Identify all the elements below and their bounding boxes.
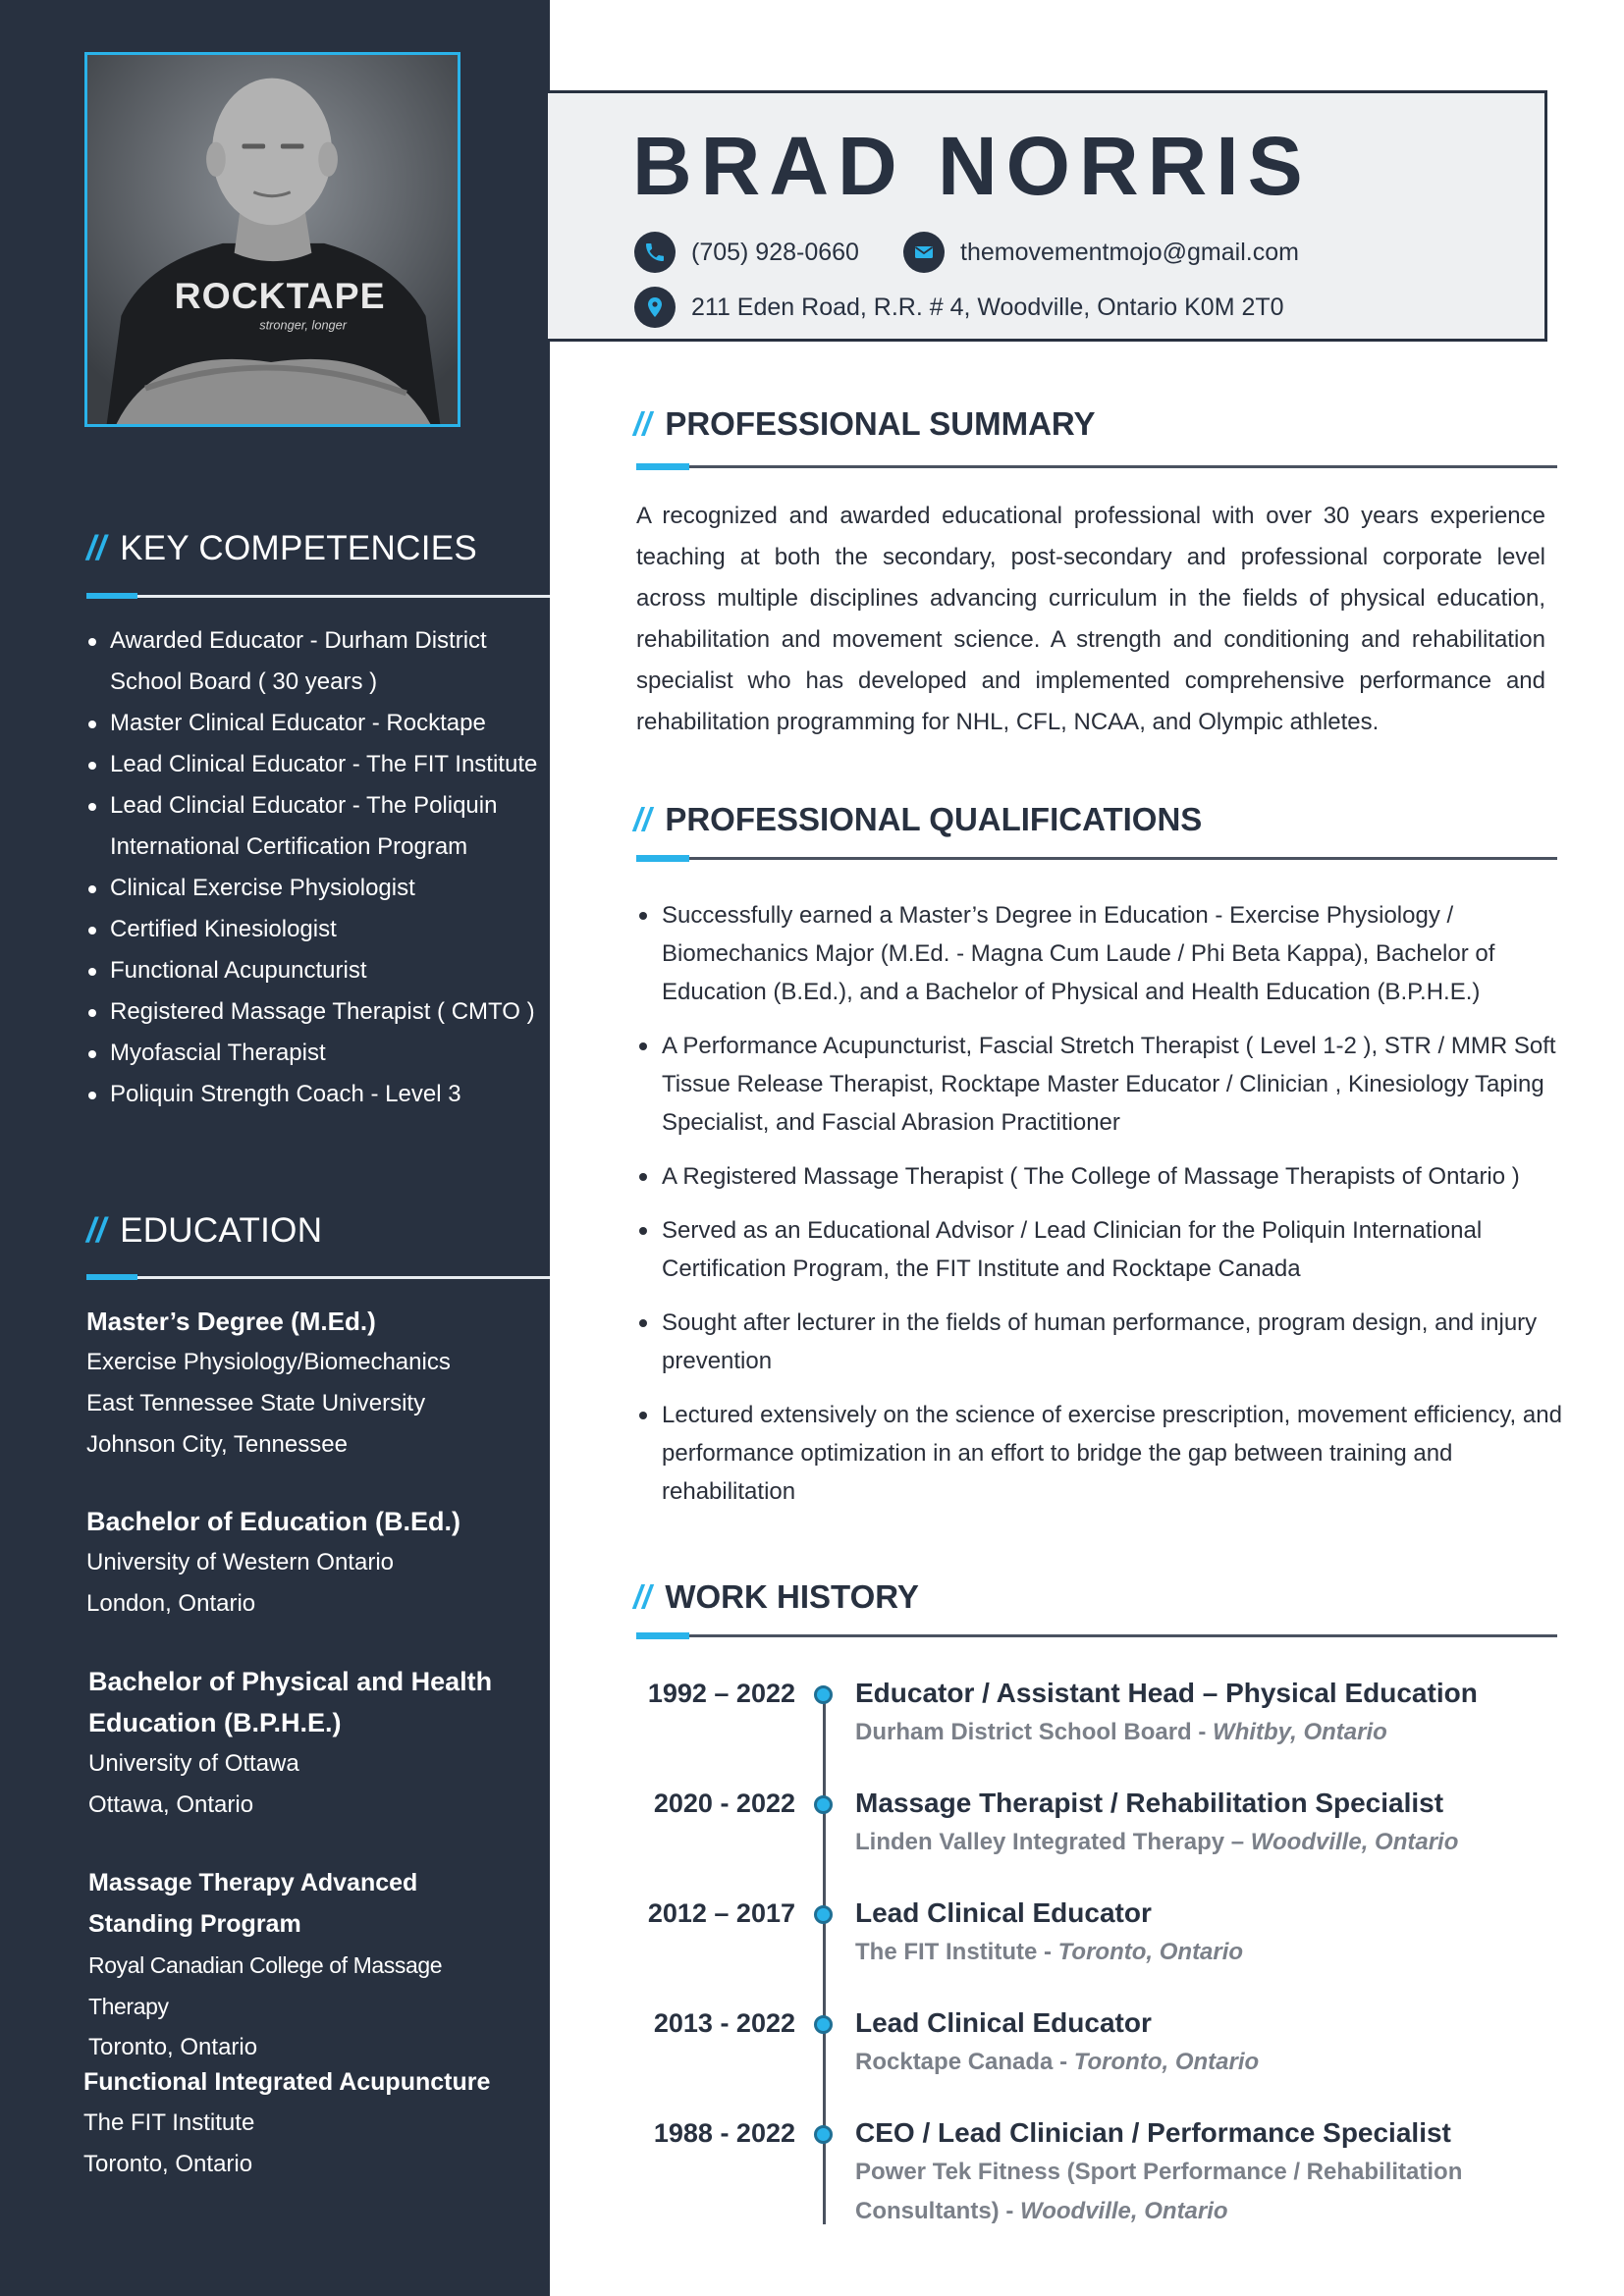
qualification-item: A Registered Massage Therapist ( The College of Massage Therapists of Ontario ) bbox=[636, 1157, 1567, 1196]
phone-icon bbox=[634, 232, 676, 273]
timeline-dot bbox=[814, 2015, 833, 2034]
competency-item: Lead Clinical Educator - The FIT Institute bbox=[86, 744, 538, 785]
summary-heading bbox=[633, 405, 1096, 443]
competencies-list bbox=[86, 620, 538, 1115]
work-org-name: Durham District School Board - bbox=[855, 1719, 1214, 1745]
competency-item: Clinical Exercise Physiologist bbox=[86, 868, 538, 909]
education-detail: East Tennessee State University bbox=[86, 1390, 426, 1416]
competencies-heading bbox=[86, 529, 477, 568]
work-details bbox=[855, 1674, 1562, 1752]
education-degree: Master’s Degree (M.Ed.) bbox=[86, 1307, 376, 1336]
competency-item: Functional Acupuncturist bbox=[86, 950, 538, 991]
work-title: Lead Clinical Educator bbox=[855, 1897, 1152, 1928]
competency-item: Awarded Educator - Durham District School Board ( 30 years ) bbox=[86, 620, 538, 703]
heading-slash: // bbox=[633, 1578, 652, 1615]
shirt-tagline-text: stronger, longer bbox=[259, 317, 348, 333]
summary-heading-text: PROFESSIONAL SUMMARY bbox=[665, 405, 1096, 442]
work-organization bbox=[855, 2043, 1562, 2082]
education-rule bbox=[86, 1276, 550, 1279]
qualifications-heading bbox=[633, 801, 1202, 838]
education-detail: Exercise Physiology/Biomechanics bbox=[86, 1349, 451, 1375]
summary-text: A recognized and awarded educational professional with over 30 years experience teaching at both the secondary, post-secondary and professional corporate level across multiple disciplines advancing curriculum in the fields of physical education, rehabilitation and movement science. A strength and conditioning and rehabilitation specialist who has developed and implemented comprehensive performance and rehabilitation programming for NHL, CFL, NCAA, and Olympic athletes. bbox=[636, 503, 1545, 735]
competency-item: Myofascial Therapist bbox=[86, 1033, 538, 1074]
timeline-dot bbox=[814, 1905, 833, 1924]
education-degree: Massage Therapy Advanced Standing Program bbox=[88, 1869, 418, 1938]
work-location: Whitby, Ontario bbox=[1213, 1719, 1387, 1745]
candidate-name: BRAD NORRIS bbox=[632, 120, 1312, 212]
work-org-name: Rocktape Canada - bbox=[855, 2049, 1074, 2075]
work-location: Woodville, Ontario bbox=[1250, 1829, 1459, 1855]
work-title: Educator / Assistant Head – Physical Education bbox=[855, 1678, 1478, 1708]
sidebar bbox=[0, 0, 550, 2296]
rule-accent bbox=[636, 463, 689, 470]
qualification-item: Lectured extensively on the science of exercise prescription, movement efficiency, and performance optimization in an effort to bridge the gap between training and rehabilitation bbox=[636, 1396, 1567, 1511]
phone-contact bbox=[634, 232, 859, 273]
education-detail: University of Ottawa bbox=[88, 1750, 299, 1777]
rule-accent bbox=[636, 855, 689, 862]
competencies-heading-text: KEY COMPETENCIES bbox=[120, 529, 478, 567]
education-entry bbox=[86, 1301, 538, 1466]
competencies-rule bbox=[86, 595, 550, 598]
qualifications-list bbox=[636, 896, 1567, 1526]
email-contact bbox=[903, 232, 1299, 273]
rule-accent bbox=[86, 1274, 137, 1280]
work-org-name: The FIT Institute - bbox=[855, 1939, 1058, 1965]
work-rule bbox=[636, 1634, 1557, 1637]
competency-item: Master Clinical Educator - Rocktape bbox=[86, 703, 538, 744]
education-detail: Toronto, Ontario bbox=[88, 2034, 258, 2060]
rule-accent bbox=[86, 593, 137, 599]
qualification-item: Served as an Educational Advisor / Lead Clinician for the Poliquin International Certification Program, the FIT Institute and Rocktape Canada bbox=[636, 1211, 1567, 1288]
education-detail: The FIT Institute bbox=[83, 2109, 255, 2136]
education-detail: Royal Canadian College of Massage Therapy bbox=[88, 1952, 443, 2019]
work-years: 2013 - 2022 bbox=[653, 2008, 795, 2038]
work-organization bbox=[855, 1823, 1562, 1862]
timeline-dot bbox=[814, 1795, 833, 1814]
education-heading-text: EDUCATION bbox=[120, 1211, 323, 1250]
education-entry bbox=[86, 1501, 538, 1625]
competency-item: Poliquin Strength Coach - Level 3 bbox=[86, 1074, 538, 1115]
competency-item: Certified Kinesiologist bbox=[86, 909, 538, 950]
education-degree: Functional Integrated Acupuncture bbox=[83, 2068, 491, 2096]
work-years: 2020 - 2022 bbox=[653, 1789, 795, 1818]
education-detail: Johnson City, Tennessee bbox=[86, 1431, 348, 1458]
competency-item: Registered Massage Therapist ( CMTO ) bbox=[86, 991, 538, 1033]
work-years: 2012 – 2017 bbox=[647, 1898, 795, 1928]
summary-rule bbox=[636, 465, 1557, 468]
work-details bbox=[855, 2003, 1562, 2082]
competency-item: Lead Clincial Educator - The Poliquin International Certification Program bbox=[86, 785, 538, 868]
qualification-item: Sought after lecturer in the fields of human performance, program design, and injury prevention bbox=[636, 1304, 1567, 1380]
qualification-item: A Performance Acupuncturist, Fascial Stretch Therapist ( Level 1-2 ), STR / MMR Soft Tissue Release Therapist, Rocktape Master Educator / Clinician , Kinesiology Taping Specialist, and Fascial Abrasion Practitioner bbox=[636, 1027, 1567, 1142]
work-organization bbox=[855, 1713, 1562, 1752]
work-details bbox=[855, 1894, 1562, 1972]
qualifications-heading-text: PROFESSIONAL QUALIFICATIONS bbox=[665, 801, 1203, 837]
education-detail: London, Ontario bbox=[86, 1590, 256, 1617]
profile-photo bbox=[84, 52, 460, 427]
email-icon bbox=[903, 232, 945, 273]
heading-slash: // bbox=[86, 529, 107, 567]
work-title: CEO / Lead Clinician / Performance Specialist bbox=[855, 2117, 1451, 2148]
shirt-logo-text: ROCKTAPE bbox=[174, 274, 386, 316]
address-contact bbox=[634, 287, 1284, 328]
work-location: Woodville, Ontario bbox=[1020, 2198, 1228, 2224]
heading-slash: // bbox=[633, 801, 652, 837]
work-org-name: Power Tek Fitness (Sport Performance / Rehabilitation Consultants) - bbox=[855, 2159, 1463, 2224]
timeline-line bbox=[823, 1688, 826, 2224]
education-entry bbox=[83, 2061, 535, 2185]
work-org-name: Linden Valley Integrated Therapy – bbox=[855, 1829, 1251, 1855]
education-detail: Toronto, Ontario bbox=[83, 2151, 253, 2177]
qualifications-rule bbox=[636, 857, 1557, 860]
profile-photo-illustration bbox=[87, 55, 458, 424]
heading-slash: // bbox=[633, 405, 652, 442]
education-entry bbox=[88, 1661, 520, 1826]
work-heading-text: WORK HISTORY bbox=[665, 1578, 919, 1615]
work-organization bbox=[855, 1933, 1562, 1972]
location-pin-icon bbox=[634, 287, 676, 328]
resume-header bbox=[548, 90, 1547, 342]
education-degree: Bachelor of Education (B.Ed.) bbox=[86, 1507, 461, 1536]
email-address: themovementmojo@gmail.com bbox=[960, 238, 1299, 266]
education-heading bbox=[86, 1211, 322, 1251]
work-title: Massage Therapist / Rehabilitation Specialist bbox=[855, 1788, 1444, 1818]
work-organization bbox=[855, 2153, 1562, 2231]
work-heading bbox=[633, 1578, 919, 1616]
street-address: 211 Eden Road, R.R. # 4, Woodville, Ontario K0M 2T0 bbox=[691, 293, 1284, 321]
heading-slash: // bbox=[86, 1211, 107, 1250]
work-location: Toronto, Ontario bbox=[1057, 1939, 1244, 1965]
work-title: Lead Clinical Educator bbox=[855, 2007, 1152, 2038]
timeline-dot bbox=[814, 2125, 833, 2144]
work-years: 1992 – 2022 bbox=[647, 1679, 795, 1708]
timeline-dot bbox=[814, 1685, 833, 1704]
education-degree: Bachelor of Physical and Health Education (B.P.H.E.) bbox=[88, 1667, 493, 1737]
qualification-item: Successfully earned a Master’s Degree in Education - Exercise Physiology / Biomechanics Major (M.Ed. - Magna Cum Laude / Phi Beta Kappa), Bachelor of Education (B.Ed.), and a Bachelor of Physical and Health Education (B.P.H.E.) bbox=[636, 896, 1567, 1011]
education-detail: Ottawa, Ontario bbox=[88, 1791, 254, 1818]
work-details bbox=[855, 2113, 1562, 2231]
education-detail: University of Western Ontario bbox=[86, 1549, 394, 1575]
education-entry bbox=[88, 1862, 520, 2068]
phone-number: (705) 928-0660 bbox=[691, 238, 859, 266]
work-location: Toronto, Ontario bbox=[1073, 2049, 1260, 2075]
rule-accent bbox=[636, 1632, 689, 1639]
work-details bbox=[855, 1784, 1562, 1862]
work-years: 1988 - 2022 bbox=[653, 2118, 795, 2148]
